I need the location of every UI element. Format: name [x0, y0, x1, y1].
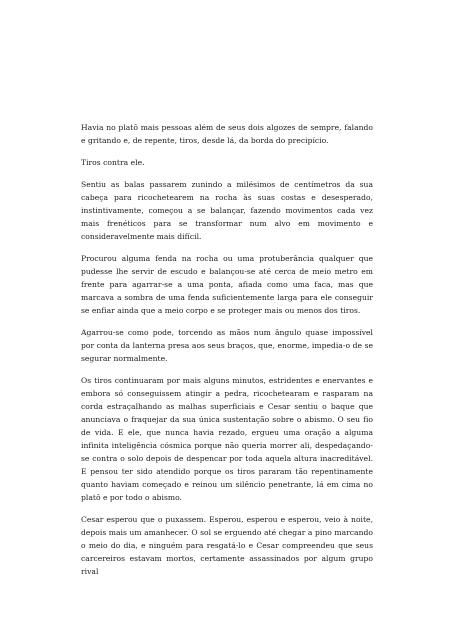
paragraph-1: Havia no platô mais pessoas além de seus dois algozes de sempre, falando e gritando e, de repente, tiros, desde lá, da borda do precipício.	[81, 123, 373, 145]
paragraph-2: Tiros contra ele.	[81, 158, 145, 167]
paragraph-4: Procurou alguma fenda na rocha ou uma protuberância qualquer que pudesse lhe servir de escudo e balançou-se até cerca de meio metro em frente para agarrar-se a uma ponta, afiada como uma faca, mas que marcava a sombra de uma fenda suficientemente larga para ele conseguir se enfiar ainda que a meio corpo e se proteger mais ou menos dos tiros.	[81, 254, 373, 315]
paragraph-5: Agarrou-se como pode, torcendo as mãos num ângulo quase impossível por conta da lanterna presa aos seus braços, que, enorme, impedia-o de se segurar normalmente.	[81, 328, 373, 363]
paragraph-3: Sentiu as balas passarem zunindo a milésimos de centímetros da sua cabeça para ricochetearem na rocha às suas costas e desesperado, instintivamente, começou a se balançar, fazendo movimentos cada vez mais frenéticos para se transformar num alvo em movimento e consideravelmente mais difícil.	[81, 180, 373, 241]
paragraph-6: Os tiros continuaram por mais alguns minutos, estridentes e enervantes e embora só conseguissem atingir a pedra, ricochetearam e rasparam na corda estraçalhando as malhas superficiais e Cesar sentiu o baque que anunciava o fraquejar da sua única sustentação sobre o abismo. O seu fio de vida. E ele, que nunca havia rezado, ergueu uma oração a alguma infinita inteligência cósmica porque não queria morrer ali, despedaçando-se contra o solo depois de despencar por toda aquela altura inacreditável. E pensou ter sido atendido porque os tiros pararam tão repentinamente quanto haviam começado e reinou um silêncio penetrante, lá em cima no platô e por todo o abismo.	[81, 376, 373, 502]
paragraph-7: Cesar esperou que o puxassem. Esperou, esperou e esperou, veio à noite, depois mais um amanhecer. O sol se erguendo até chegar a pino marcando o meio do dia, e ninguém para resgatá-lo e Cesar compreendeu que seus carcereiros estavam mortos, certamente assassinados por algum grupo rival	[81, 515, 373, 576]
body-text	[81, 121, 373, 587]
